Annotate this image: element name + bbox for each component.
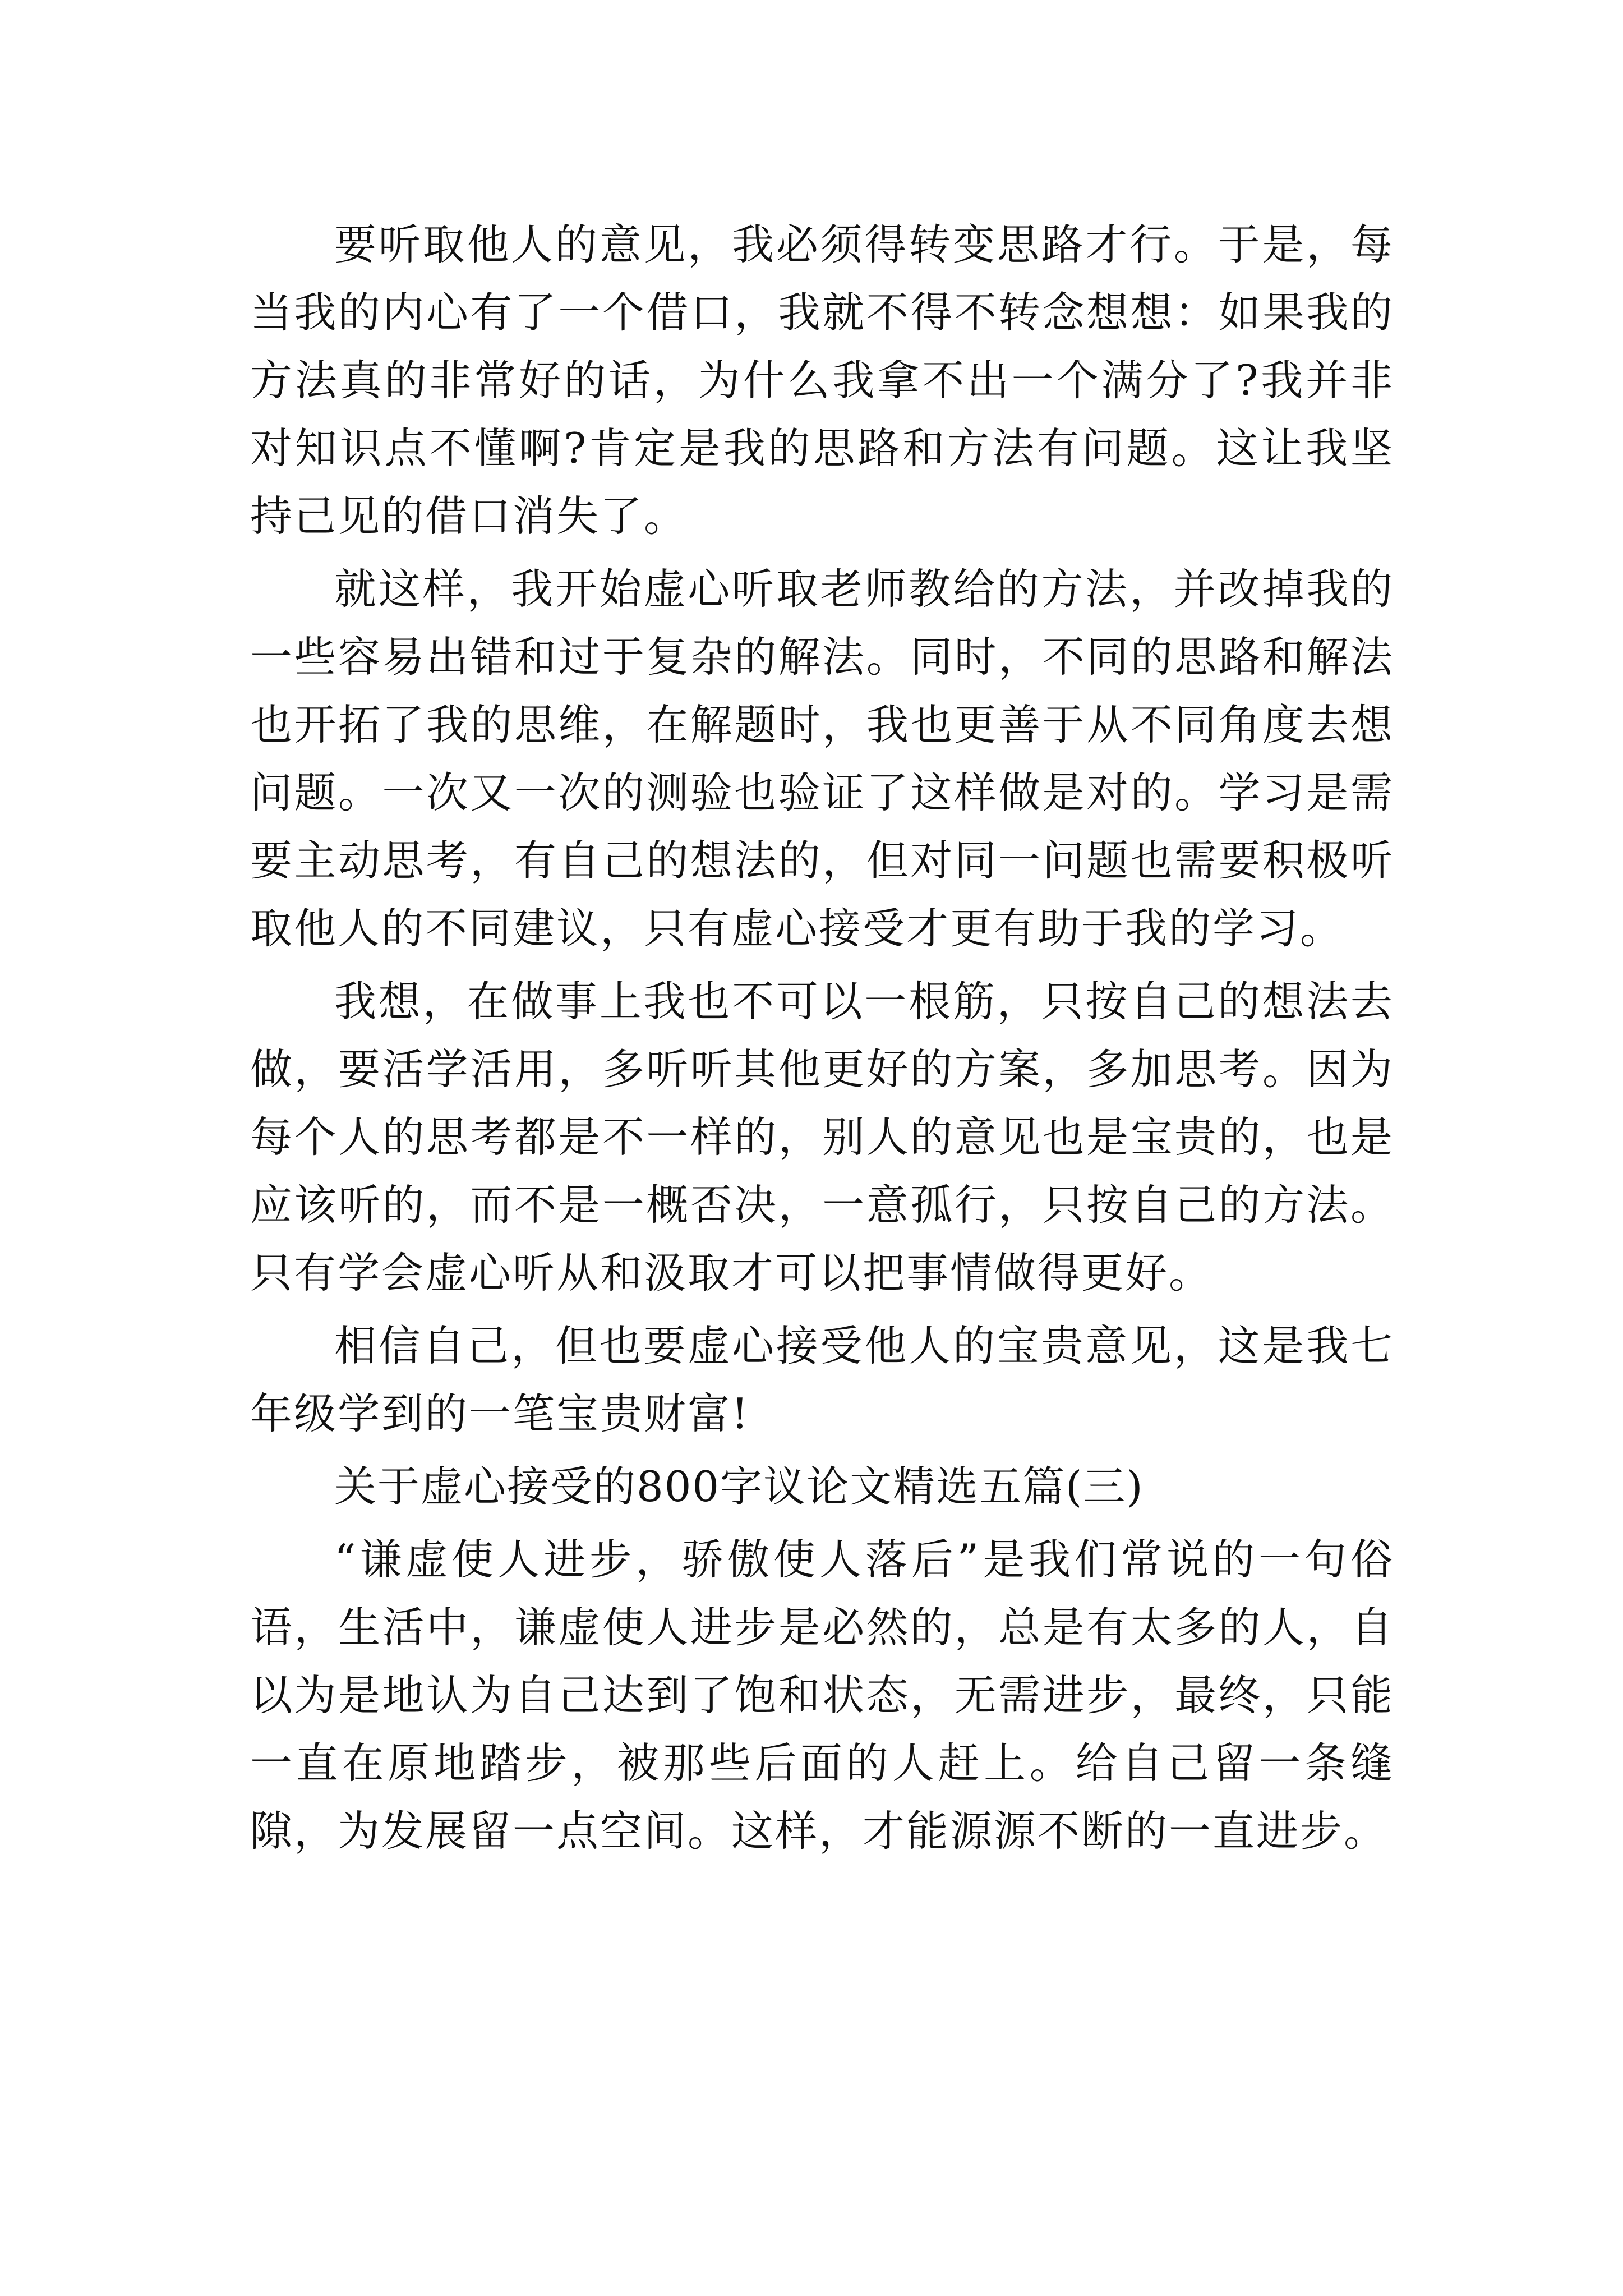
section-heading: 关于虚心接受的800字议论文精选五篇(三)	[334, 1462, 1144, 1511]
paragraph-3: 我想，在做事上我也不可以一根筋，只按自己的想法去做，要活学活用，多听听其他更好的方案，多加思考。因为每个人的思考都是不一样的，别人的意见也是宝贵的，也是应该听的，而不是一概否决，一意孤行，只按自己的方法。只有学会虚心听从和汲取才可以把事情做得更好。	[250, 977, 1394, 1297]
paragraph-1: 要听取他人的意见，我必须得转变思路才行。于是，每当我的内心有了一个借口，我就不得不转念想想：如果我的方法真的非常好的话，为什么我拿不出一个满分了?我并非对知识点不懂啊?肯定是我的思路和方法有问题。这让我坚持己见的借口消失了。	[250, 220, 1394, 541]
paragraph-4: 相信自己，但也要虚心接受他人的宝贵意见，这是我七年级学到的一笔宝贵财富!	[250, 1321, 1394, 1438]
document-body	[250, 211, 1394, 1870]
paragraph-2: 就这样，我开始虚心听取老师教给的方法，并改掉我的一些容易出错和过于复杂的解法。同时，不同的思路和解法也开拓了我的思维，在解题时，我也更善于从不同角度去想问题。一次又一次的测验也验证了这样做是对的。学习是需要主动思考，有自己的想法的，但对同一问题也需要积极听取他人的不同建议，只有虚心接受才更有助于我的学习。	[250, 564, 1394, 953]
paragraph-5: “谦虚使人进步，骄傲使人落后”是我们常说的一句俗语，生活中，谦虚使人进步是必然的，总是有太多的人，自以为是地认为自己达到了饱和状态，无需进步，最终，只能一直在原地踏步，被那些后面的人赶上。给自己留一条缝隙，为发展留一点空间。这样，才能源源不断的一直进步。	[250, 1535, 1394, 1856]
